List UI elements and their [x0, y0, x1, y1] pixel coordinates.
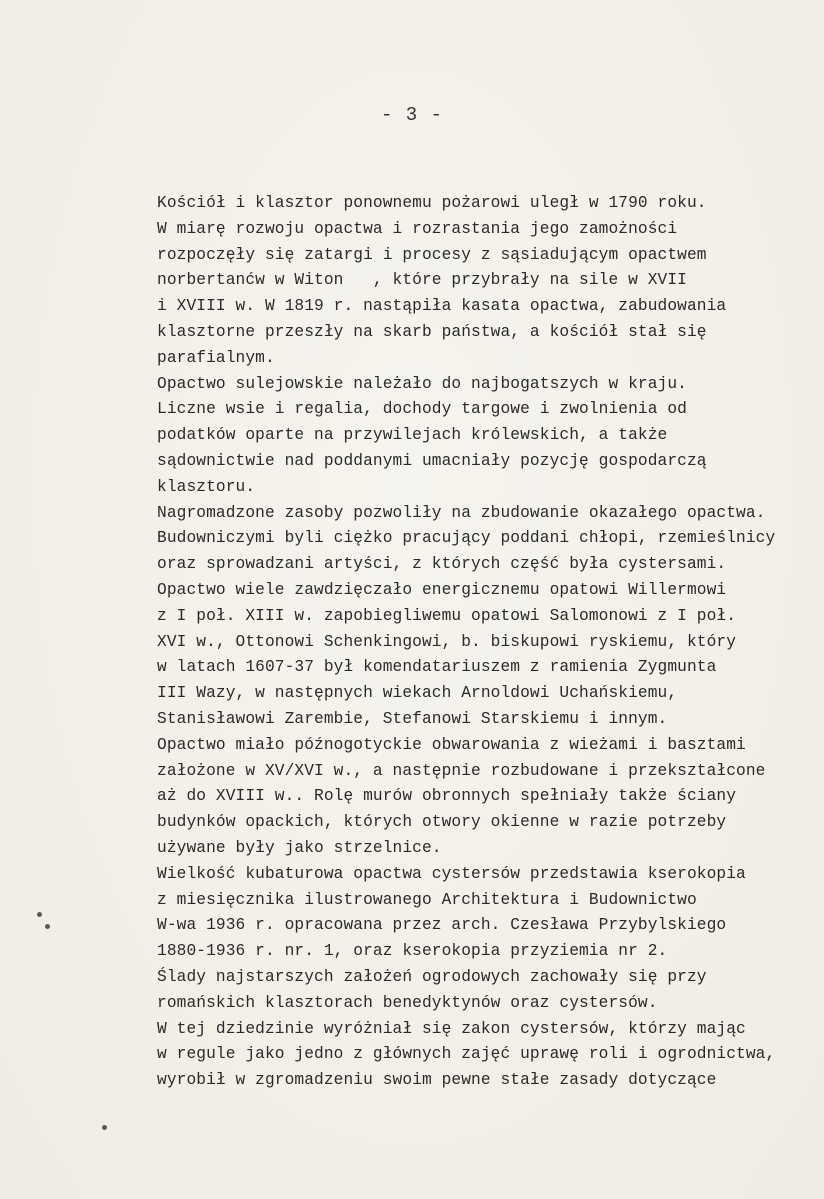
punch-hole-mark — [45, 924, 50, 929]
text-line: z I poł. XIII w. zapobiegliwemu opatowi Salomonowi z I poł. — [157, 606, 737, 625]
text-line: Opactwo wiele zawdzięczało energicznemu opatowi Willermowi — [157, 580, 727, 599]
punch-hole-mark — [37, 912, 42, 917]
body-text — [157, 191, 807, 1094]
text-line: klasztoru. — [157, 477, 256, 496]
text-line: Opactwo miało późnogotyckie obwarowania z wieżami i basztami — [157, 735, 746, 754]
text-line: W tej dziedzinie wyróżniał się zakon cystersów, którzy mając — [157, 1019, 746, 1038]
text-line: W-wa 1936 r. opracowana przez arch. Czesława Przybylskiego — [157, 916, 727, 935]
text-line: Wielkość kubaturowa opactwa cystersów przedstawia kserokopia — [157, 864, 746, 883]
page-number: - 3 - — [380, 104, 443, 126]
text-line: Stanisławowi Zarembie, Stefanowi Starskiemu i innym. — [157, 709, 668, 728]
text-line: Nagromadzone zasoby pozwoliły na zbudowanie okazałego opactwa. — [157, 503, 766, 522]
text-line: aż do XVIII w.. Rolę murów obronnych spełniały także ściany — [157, 787, 737, 806]
text-line: Kościół i klasztor ponownemu pożarowi uległ w 1790 roku. — [157, 194, 707, 212]
text-line: XVI w., Ottonowi Schenkingowi, b. biskupowi ryskiemu, który — [157, 632, 737, 651]
punch-hole-mark — [102, 1125, 107, 1130]
text-line: Opactwo sulejowskie należało do najbogatszych w kraju. — [157, 374, 687, 393]
text-line: oraz sprowadzani artyści, z których część była cystersami. — [157, 555, 727, 574]
text-line: W miarę rozwoju opactwa i rozrastania jego zamożności — [157, 219, 678, 238]
text-line: klasztorne przeszły na skarb państwa, a kościół stał się — [157, 322, 707, 341]
text-line: Ślady najstarszych założeń ogrodowych zachowały się przy — [157, 967, 707, 986]
text-line: III Wazy, w następnych wiekach Arnoldowi Uchańskiemu, — [157, 684, 678, 703]
text-line: używane były jako strzelnice. — [157, 838, 442, 857]
text-line: z miesięcznika ilustrowanego Architektura i Budownictwo — [157, 890, 697, 909]
text-line: budynków opackich, których otwory okienne w razie potrzeby — [157, 813, 727, 832]
text-line: Liczne wsie i regalia, dochody targowe i zwolnienia od — [157, 400, 687, 419]
text-line: sądownictwie nad poddanymi umacniały pozycję gospodarczą — [157, 451, 707, 470]
text-line: rozpoczęły się zatargi i procesy z sąsiadującym opactwem — [157, 245, 707, 264]
text-line: podatków oparte na przywilejach królewskich, a także — [157, 426, 668, 445]
text-line: Budowniczymi byli ciężko pracujący poddani chłopi, rzemieślnicy — [157, 529, 776, 548]
text-line: w regule jako jedno z głównych zajęć uprawę roli i ogrodnictwa, — [157, 1045, 776, 1064]
text-line: założone w XV/XVI w., a następnie rozbudowane i przekształcone — [157, 761, 766, 780]
text-line: parafialnym. — [157, 348, 275, 367]
text-line: romańskich klasztorach benedyktynów oraz cystersów. — [157, 993, 658, 1012]
text-line: w latach 1607-37 był komendatariuszem z ramienia Zygmunta — [157, 658, 717, 677]
text-line: norbertanćw w Witon , które przybrały na sile w XVII — [157, 271, 687, 290]
text-line: i XVIII w. W 1819 r. nastąpiła kasata opactwa, zabudowania — [157, 297, 727, 316]
text-line: wyrobił w zgromadzeniu swoim pewne stałe zasady dotyczące — [157, 1071, 717, 1090]
text-line: 1880-1936 r. nr. 1, oraz kserokopia przyziemia nr 2. — [157, 942, 668, 961]
